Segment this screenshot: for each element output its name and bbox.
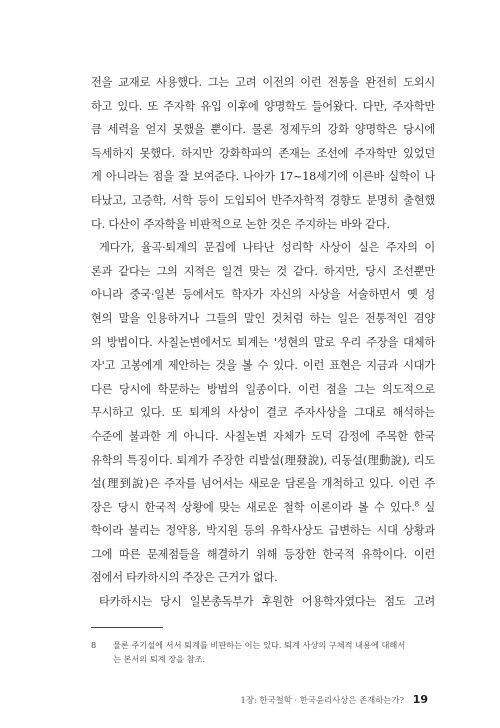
body-line: 게 아니라는 점을 잘 보여준다. 나아가 17~18세기에 이른바 실학이 나 xyxy=(91,170,435,184)
body-line: 그에 따른 문제점들을 해결하기 위해 등장한 한국적 유학이다. 이런 xyxy=(91,547,435,561)
footnote-line: 는 본서의 퇴계 장을 참조. xyxy=(113,654,206,664)
body-line: 타났고, 고증학, 서학 등이 도입되어 반주자학적 경향도 분명히 출현했 xyxy=(91,193,435,207)
body-line: 설(理到說)은 주자를 넘어서는 새로운 담론을 개척하고 있다. 이런 주 xyxy=(91,477,435,491)
body-line: 다른 당시에 학문하는 방법의 일종이다. 이런 점을 그는 의도적으로 xyxy=(91,382,435,396)
running-title: 1장: 한국철학 · 한국윤리사상은 존재하는가? xyxy=(240,695,405,705)
footnote xyxy=(91,638,435,666)
page-number: 19 xyxy=(412,693,428,706)
footnote-line: 물론 주기설에 서서 퇴계를 비판하는 이는 있다. 퇴계 사상의 구체적 내용에 대해서 xyxy=(113,640,406,650)
page-footer xyxy=(241,693,428,706)
body-line-with-footnote xyxy=(91,496,435,520)
body-line: 큼 세력을 얻지 못했을 뿐이다. 물론 정제두의 강화 양명학은 당시에 xyxy=(91,123,435,137)
footnote-reference[interactable]: 8 xyxy=(414,499,419,508)
body-line: 전을 교재로 사용했다. 그는 고려 이전의 이런 전통을 완전히 도외시 xyxy=(91,76,435,89)
body-line: 득세하지 못했다. 하지만 강화학파의 존재는 조선에 주자학만 있었던 xyxy=(91,146,435,160)
body-line: 아니라 중국·일본 등에서도 학자가 자신의 사상을 서술하면서 옛 성 xyxy=(91,288,435,302)
footnote-divider xyxy=(91,627,163,628)
body-line: 수준에 불과한 게 아니다. 사칠논변 자체가 도덕 감정에 주목한 한국 xyxy=(91,429,435,443)
body-line: 무시하고 있다. 또 퇴계의 사상이 결코 주자사상을 그대로 해석하는 xyxy=(91,406,435,420)
body-line: 하고 있다. 또 주자학 유입 이후에 양명학도 들어왔다. 다만, 주자학만 xyxy=(91,99,435,113)
body-line: 다. 다산이 주자학을 비판적으로 논한 것은 주지하는 바와 같다. xyxy=(91,217,390,231)
body-line: 론과 같다는 그의 지적은 일견 맞는 것 같다. 하지만, 당시 조선뿐만 xyxy=(91,264,435,278)
body-line: 유학의 특징이다. 퇴계가 주장한 리발설(理發說), 리동설(理動說), 리도 xyxy=(91,453,435,467)
body-line-text: 장은 당시 한국적 상황에 맞는 새로운 철학 이론이라 볼 수 있다. xyxy=(91,500,415,514)
body-text xyxy=(91,71,435,614)
body-line: 자'고 고봉에게 제안하는 것을 볼 수 있다. 이런 표현은 지금과 시대가 xyxy=(91,359,435,373)
body-line: 학이라 불리는 정약용, 박지원 등의 유학사상도 급변하는 시대 상황과 xyxy=(91,524,435,538)
body-line: 타카하시는 당시 일본총독부가 후원한 어용학자였다는 점도 고려 xyxy=(99,595,435,609)
body-line: 의 방법이다. 사칠논변에서도 퇴계는 '성현의 말로 우리 주장을 대체하 xyxy=(91,335,435,349)
footnote-number: 8 xyxy=(91,640,97,650)
body-line: 현의 말을 인용하거나 그들의 말인 것처럼 하는 일은 전통적인 겸양 xyxy=(91,311,435,325)
body-line: 점에서 타카하시의 주장은 근거가 없다. xyxy=(91,571,278,585)
body-line: 게다가, 율곡·퇴계의 문집에 나타난 성리학 사상이 실은 주자의 이 xyxy=(99,241,435,255)
body-line-tail: 실 xyxy=(418,500,435,514)
